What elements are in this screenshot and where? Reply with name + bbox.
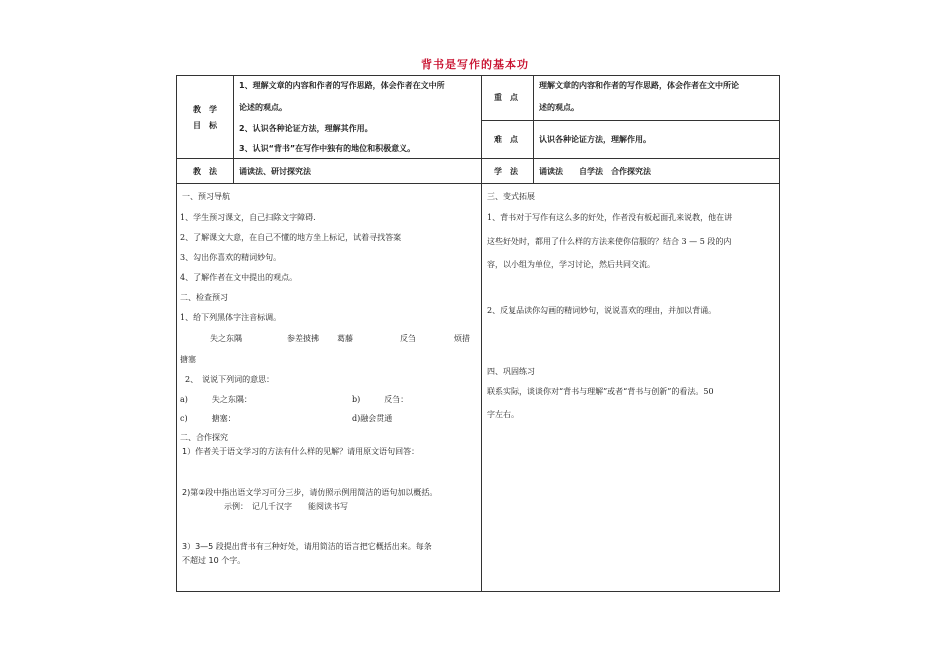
definition-item: b) 反刍： xyxy=(352,395,409,404)
table-border-right xyxy=(779,75,780,592)
table-border-mid xyxy=(481,75,482,592)
pinyin-word: 烦措 xyxy=(454,334,470,343)
table-border-top xyxy=(176,75,780,76)
section-heading: 二、合作探究 xyxy=(180,433,228,442)
pinyin-word: 葛藤 xyxy=(337,334,353,343)
pinyin-word: 失之东隅 xyxy=(210,334,242,343)
question-text: 2、 说说下列词的意思： xyxy=(185,375,275,384)
pinyin-word: 反刍 xyxy=(400,334,416,343)
teaching-method-label: 教 法 xyxy=(193,167,217,176)
list-item: 2、了解课文大意，在自己不懂的地方坐上标记，试着寻找答案 xyxy=(180,233,402,242)
table-border-row2 xyxy=(176,183,780,184)
definition-item: c) 搪塞： xyxy=(180,414,236,423)
page-title: 背书是写作的基本功 xyxy=(421,58,529,71)
question-text: 3）3—5 段提出背书有三种好处，请用简洁的语言把它概括出来。每条 xyxy=(182,542,432,551)
definition-item: a) 失之东隅： xyxy=(180,395,252,404)
question-text: 联系实际，谈谈你对“背书与理解”或者“背书与创新”的看法。50 xyxy=(487,387,714,396)
key-points-label: 重 点 xyxy=(494,93,518,102)
table-border-label-col xyxy=(233,75,234,184)
learning-method-text: 诵读法 自学法 合作探究法 xyxy=(539,167,651,176)
key-points-text: 述的观点。 xyxy=(539,103,579,112)
question-text: 2)第②段中指出语文学习可分三步，请仿照示例用简洁的语句加以概括。 xyxy=(182,488,438,497)
goals-label: 目 标 xyxy=(193,121,217,130)
table-border-key-divider xyxy=(481,120,780,121)
question-text: 字左右。 xyxy=(487,410,519,419)
table-border-right-label-col xyxy=(533,75,534,184)
question-text: 1）作者关于语文学习的方法有什么样的见解？请用原文语句回答： xyxy=(182,447,420,456)
example-text: 示例： 记几千汉字 能阅读书写 xyxy=(224,502,348,511)
pinyin-word: 参差披拂 xyxy=(287,334,319,343)
section-heading: 二、检查预习 xyxy=(180,293,228,302)
learning-method-label: 学 法 xyxy=(494,167,518,176)
teaching-method-text: 诵读法、研讨探究法 xyxy=(239,167,311,176)
list-item: 1、学生预习课文，自己扫除文字障碍. xyxy=(180,213,316,222)
goal-line: 论述的观点。 xyxy=(239,103,287,112)
goal-line: 2、认识各种论证方法，理解其作用。 xyxy=(239,124,373,133)
question-text: 1、背书对于写作有这么多的好处，作者没有板起面孔来说教，他在讲 xyxy=(487,213,733,222)
section-heading: 三、变式拓展 xyxy=(487,192,535,201)
difficulty-text: 认识各种论证方法，理解作用。 xyxy=(539,135,651,144)
question-text: 2、反复品读你勾画的精词妙句，说说喜欢的理由，并加以背诵。 xyxy=(487,306,717,315)
question-text: 1、给下列黑体字注音标调。 xyxy=(180,313,282,322)
goals-label: 教 学 xyxy=(193,105,217,114)
question-text: 容，以小组为单位，学习讨论，然后共同交流。 xyxy=(487,260,655,269)
list-item: 3、勾出你喜欢的精词妙句。 xyxy=(180,253,282,262)
pinyin-word: 搪塞 xyxy=(180,355,196,364)
table-border-bottom xyxy=(176,591,780,592)
list-item: 4、了解作者在文中提出的观点。 xyxy=(180,273,298,282)
goal-line: 1、理解文章的内容和作者的写作思路，体会作者在文中所 xyxy=(239,81,445,90)
section-heading: 四、巩固练习 xyxy=(487,367,535,376)
table-border-row1 xyxy=(176,158,780,159)
definition-item: d)融会贯通 xyxy=(352,414,393,423)
key-points-text: 理解文章的内容和作者的写作思路，体会作者在文中所论 xyxy=(539,81,739,90)
difficulty-label: 难 点 xyxy=(494,135,518,144)
question-text: 这些好处时，都用了什么样的方法来使你信服的？结合 3 — 5 段的内 xyxy=(487,237,732,246)
section-heading: 一、预习导航 xyxy=(182,192,230,201)
question-text: 不超过 10 个字。 xyxy=(182,556,246,565)
table-border-left xyxy=(176,75,177,592)
goal-line: 3、认识“背书”在写作中独有的地位和积极意义。 xyxy=(239,144,416,153)
